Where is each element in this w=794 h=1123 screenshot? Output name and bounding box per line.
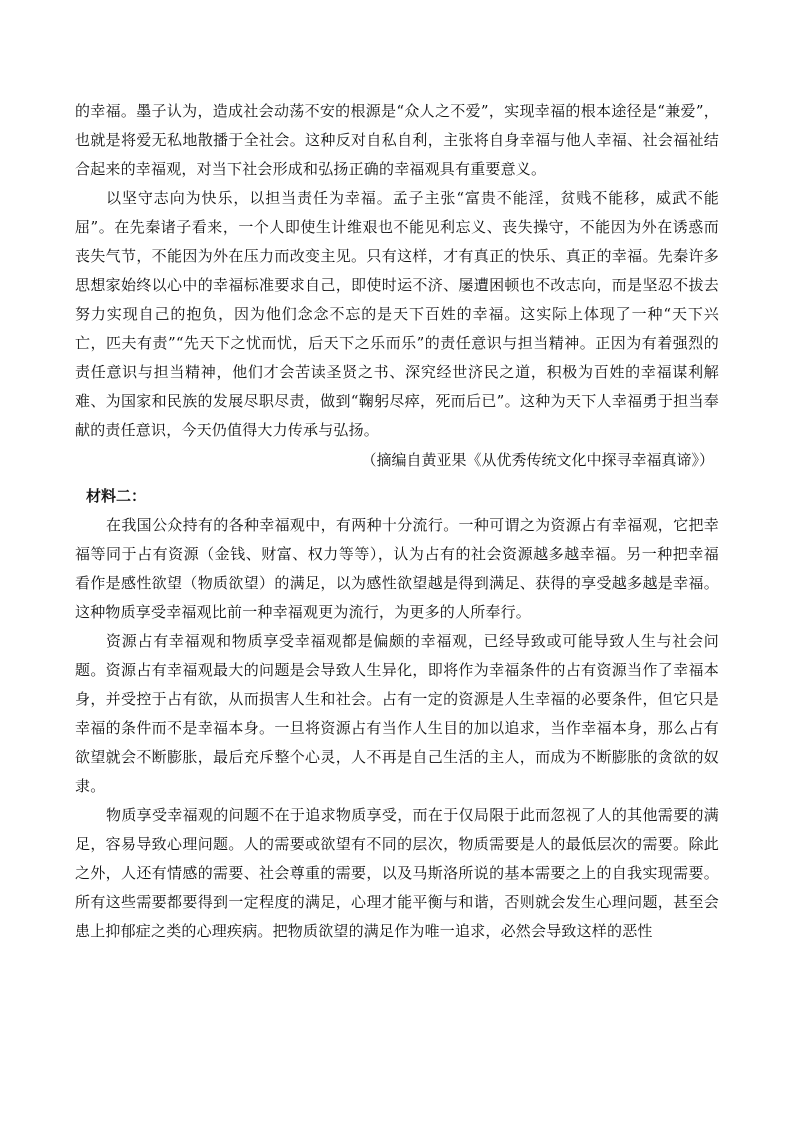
material-paragraph-3: 物质享受幸福观的问题不在于追求物质享受，而在于仅局限于此而忽视了人的其他需要的满足，容易导致心理问题。人的需要或欲望有不同的层次，物质需要是人的最低层次的需要。除此之外，人还有情感的需要、社会尊重的需要，以及马斯洛所说的基本需要之上的自我实现需要。所有这些需要都要得到一定程度的满足，心理才能平衡与和谐，否则就会发生心理问题，甚至会患上抑郁症之类的心理疾病。把物质欲望的满足作为唯一追求，必然会导致这样的恶性 [75, 806, 719, 940]
paragraph-responsibility: 以坚守志向为快乐，以担当责任为幸福。孟子主张“富贵不能淫，贫贱不能移，威武不能屈”。在先秦诸子看来，一个人即使生计维艰也不能见利忘义、丧失操守，不能因为外在诱惑而丧失气节，不能因为外在压力而改变主见。只有这样，才有真正的快乐、真正的幸福。先秦许多思想家始终以心中的幸福标准要求自己，即使时运不济、屡遭困顿也不改志向，而是坚忍不拔去努力实现自己的抱负，因为他们念念不忘的是天下百姓的幸福。这实际上体现了一种“天下兴亡，匹夫有责”“先天下之忧而忧，后天下之乐而乐”的责任意识与担当精神。正因为有着强烈的责任意识与担当精神，他们才会苦读圣贤之书、深究经世济民之道，积极为百姓的幸福谋利解难、为国家和民族的发展尽职尽责，做到“鞠躬尽瘁，死而后已”。这种为天下人幸福勇于担当奉献的责任意识，今天仍值得大力传承与弘扬。 [75, 189, 719, 439]
document-body [75, 97, 719, 946]
material-heading: 材料二： [86, 487, 147, 505]
material-paragraph-1: 在我国公众持有的各种幸福观中，有两种十分流行。一种可谓之为资源占有幸福观，它把幸福等同于占有资源（金钱、财富、权力等等），认为占有的社会资源越多越幸福。另一种把幸福看作是感性欲望（物质欲望）的满足，以为感性欲望越是得到满足、获得的享受越多越是幸福。这种物质享受幸福观比前一种幸福观更为流行，为更多的人所奉行。 [75, 516, 719, 621]
material-paragraph-2: 资源占有幸福观和物质享受幸福观都是偏颇的幸福观，已经导致或可能导致人生与社会问题。资源占有幸福观最大的问题是会导致人生异化，即将作为幸福条件的占有资源当作了幸福本身，并受控于占有欲，从而损害人生和社会。占有一定的资源是人生幸福的必要条件，但它只是幸福的条件而不是幸福本身。一旦将资源占有当作人生目的加以追求，当作幸福本身，那么占有欲望就会不断膨胀，最后充斥整个心灵，人不再是自己生活的主人，而成为不断膨胀的贪欲的奴隶。 [75, 632, 719, 795]
paragraph-continuation: 的幸福。墨子认为，造成社会动荡不安的根源是“众人之不爱”，实现幸福的根本途径是“兼爱”，也就是将爱无私地散播于全社会。这种反对自私自利，主张将自身幸福与他人幸福、社会福祉结合起来的幸福观，对当下社会形成和弘扬正确的幸福观具有重要意义。 [75, 102, 719, 178]
source-citation: （摘编自黄亚果《从优秀传统文化中探寻幸福真谛》） [361, 451, 714, 469]
